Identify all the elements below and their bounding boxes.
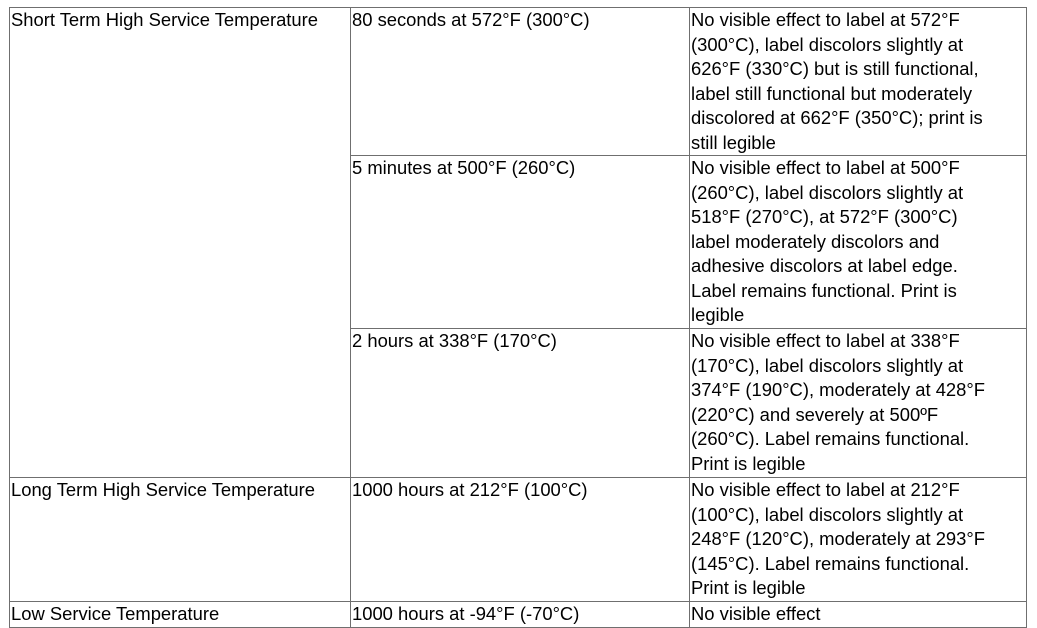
- property-cell: Short Term High Service Temperature: [10, 8, 351, 478]
- result-cell: No visible effect to label at 338°F (170°C), label discolors slightly at 374°F (190°C), moderately at 428°F (220°C) and severely at 500ºF (260°C). Label remains functional. Print is legible: [690, 329, 1027, 478]
- result-cell: No visible effect to label at 212°F (100°C), label discolors slightly at 248°F (120°C), moderately at 293°F (145°C). Label remains functional. Print is legible: [690, 478, 1027, 602]
- result-cell: No visible effect to label at 572°F (300°C), label discolors slightly at 626°F (330°C) but is still functional, label still functional but moderately discolored at 662°F (350°C); print is still legible: [690, 8, 1027, 156]
- temperature-performance-table: [9, 7, 1027, 628]
- exposure-cell: 1000 hours at 212°F (100°C): [351, 478, 690, 602]
- exposure-cell: 2 hours at 338°F (170°C): [351, 329, 690, 478]
- table-row: [10, 601, 1027, 627]
- table-row: [10, 478, 1027, 602]
- table-row: [10, 8, 1027, 156]
- result-cell: No visible effect: [690, 601, 1027, 627]
- exposure-cell: 1000 hours at -94°F (-70°C): [351, 601, 690, 627]
- result-cell: No visible effect to label at 500°F (260°C), label discolors slightly at 518°F (270°C), at 572°F (300°C) label moderately discolors and adhesive discolors at label edge. Label remains functional. Print is legible: [690, 156, 1027, 329]
- exposure-cell: 5 minutes at 500°F (260°C): [351, 156, 690, 329]
- exposure-cell: 80 seconds at 572°F (300°C): [351, 8, 690, 156]
- property-cell: Low Service Temperature: [10, 601, 351, 627]
- property-cell: Long Term High Service Temperature: [10, 478, 351, 602]
